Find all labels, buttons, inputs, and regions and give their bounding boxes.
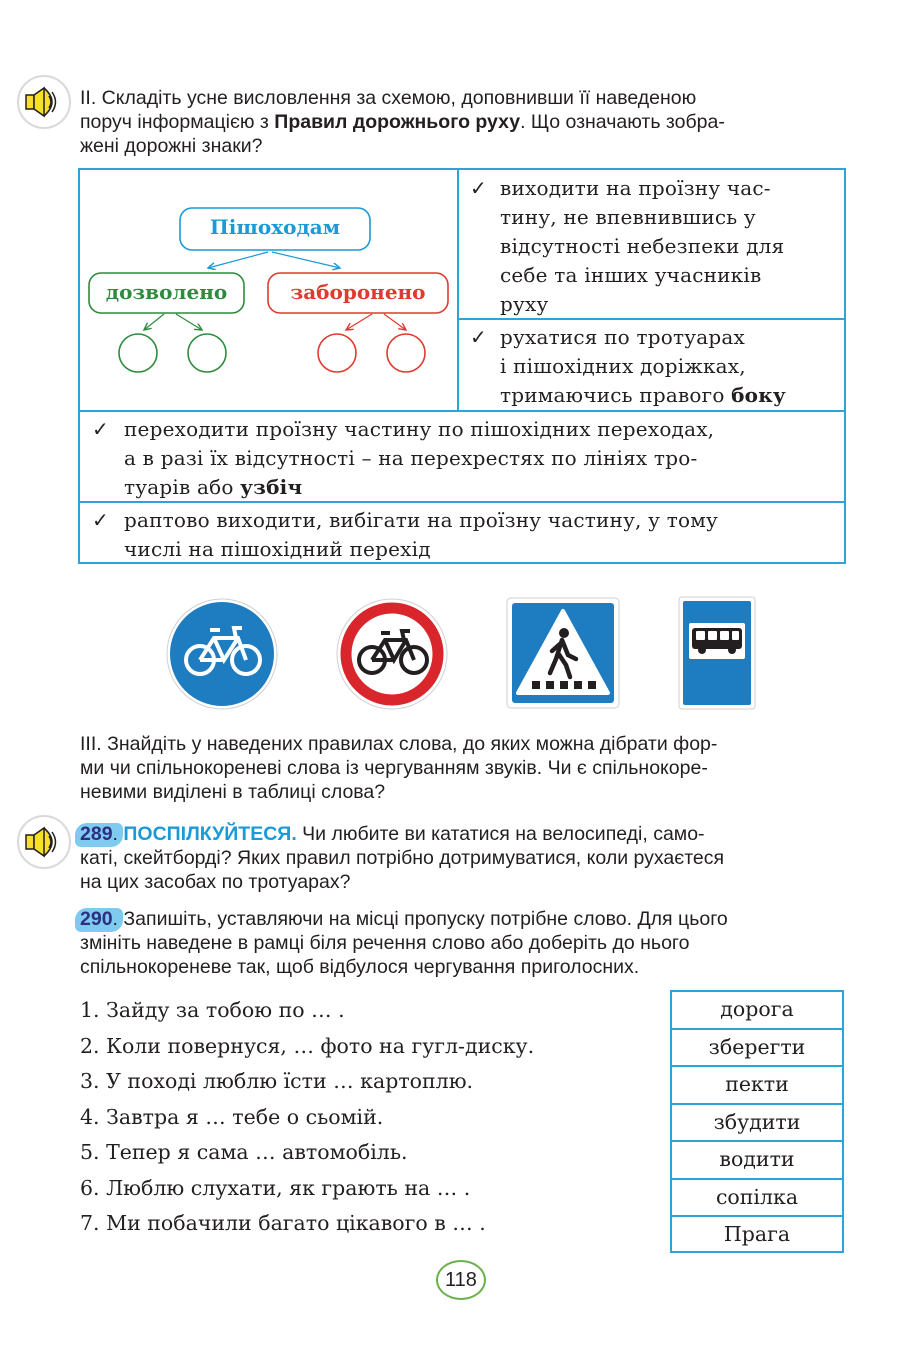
scheme-forbidden-empty-circle-1 [318, 334, 356, 372]
rules-table [78, 168, 846, 564]
check-icon: ✓ [470, 176, 487, 200]
check-icon: ✓ [470, 325, 487, 349]
exercise-number: 289 [80, 823, 113, 845]
word-item: сопілка [672, 1180, 842, 1218]
scheme-allowed-empty-circle-2 [188, 334, 226, 372]
word-item: збудити [672, 1105, 842, 1143]
section-2-instruction [80, 86, 845, 158]
scheme-forbidden-label: заборонено [290, 280, 426, 304]
section-2-line-1: II. Складіть усне висловлення за схемою, доповнивши її наведеною [80, 87, 697, 109]
check-icon: ✓ [92, 417, 109, 441]
scheme-forbidden-empty-circle-2 [387, 334, 425, 372]
rules-title: Правил дорожнього руху [274, 111, 521, 133]
rule-cell-2: рухатися по тротуарах і пішохідних доріжках, тримаючись правого боку [500, 325, 786, 407]
section-3-instruction: III. Знайдіть у наведених правилах слова, до яких можна дібрати фор- ми чи спільнокореневі слова із чергуванням звуків. Чи є спільнокоре- невими виділені в таблиці слова? [80, 733, 718, 803]
rule-cell-1: виходити на проїзну час- тину, не впевнившись у відсутності небезпеки для себе та інших учасників руху [500, 176, 785, 316]
bicycle-path-sign-icon [166, 598, 278, 710]
exercise-title: ПОСПІЛКУЙТЕСЯ. [123, 823, 297, 845]
scheme-root-label: Пішоходам [209, 215, 341, 239]
scheme-allowed-empty-circle-1 [119, 334, 157, 372]
word-item: зберегти [672, 1030, 842, 1068]
sentence-1: 1. Зайду за тобою по … . [80, 998, 345, 1022]
audio-speaker-icon[interactable] [16, 74, 72, 130]
section-2-line-3: жені дорожні знаки? [80, 135, 263, 157]
exercise-289: 289. ПОСПІЛКУЙТЕСЯ. Чи любите ви кататися на велосипеді, само- каті, скейтборді? Яких правил потрібно дотримуватися, коли рухаєтеся на цих засобах по тротуарах? [80, 823, 725, 893]
exercise-number: 290 [80, 908, 113, 930]
sentence-3: 3. У поході люблю їсти … картоплю. [80, 1069, 474, 1093]
section-2-line-2: поруч інформацією з Правил дорожнього руху. Що означають зобра- [80, 111, 725, 133]
word-box [670, 990, 844, 1253]
word-item: пекти [672, 1067, 842, 1105]
word-item: водити [672, 1142, 842, 1180]
check-icon: ✓ [92, 508, 109, 532]
sentence-7: 7. Ми побачили багато цікавого в … . [80, 1211, 486, 1235]
sentence-5: 5. Тепер я сама … автомобіль. [80, 1140, 408, 1164]
word-item: дорога [672, 992, 842, 1030]
bus-stop-sign-icon [678, 596, 756, 710]
sentence-2: 2. Коли повернуся, … фото на гугл-диску. [80, 1034, 535, 1058]
audio-speaker-icon[interactable] [16, 814, 72, 870]
rule-cell-3: переходити проїзну частину по пішохідних переходах, а в разі їх відсутності – на перехрестях по лініях тро- туарів або узбіч [124, 417, 715, 499]
sentence-4: 4. Завтра я … тебе о сьомій. [80, 1105, 384, 1129]
page-number: 118 [436, 1260, 486, 1300]
no-bicycles-sign-icon [336, 598, 448, 710]
sentence-6: 6. Люблю слухати, як грають на … . [80, 1176, 471, 1200]
rule-cell-4: раптово виходити, вибігати на проїзну частину, у тому числі на пішохідний перехід [124, 508, 718, 561]
pedestrian-crossing-sign-icon [506, 597, 620, 709]
scheme-allowed-label: дозволено [105, 280, 228, 304]
exercise-290: 290. Запишіть, уставляючи на місці пропуску потрібне слово. Для цього змініть наведене в рамці біля речення слово або доберіть до нього спільнокореневе так, щоб відбулося чергування приголосних. [80, 908, 728, 978]
word-item: Прага [723, 1222, 791, 1246]
